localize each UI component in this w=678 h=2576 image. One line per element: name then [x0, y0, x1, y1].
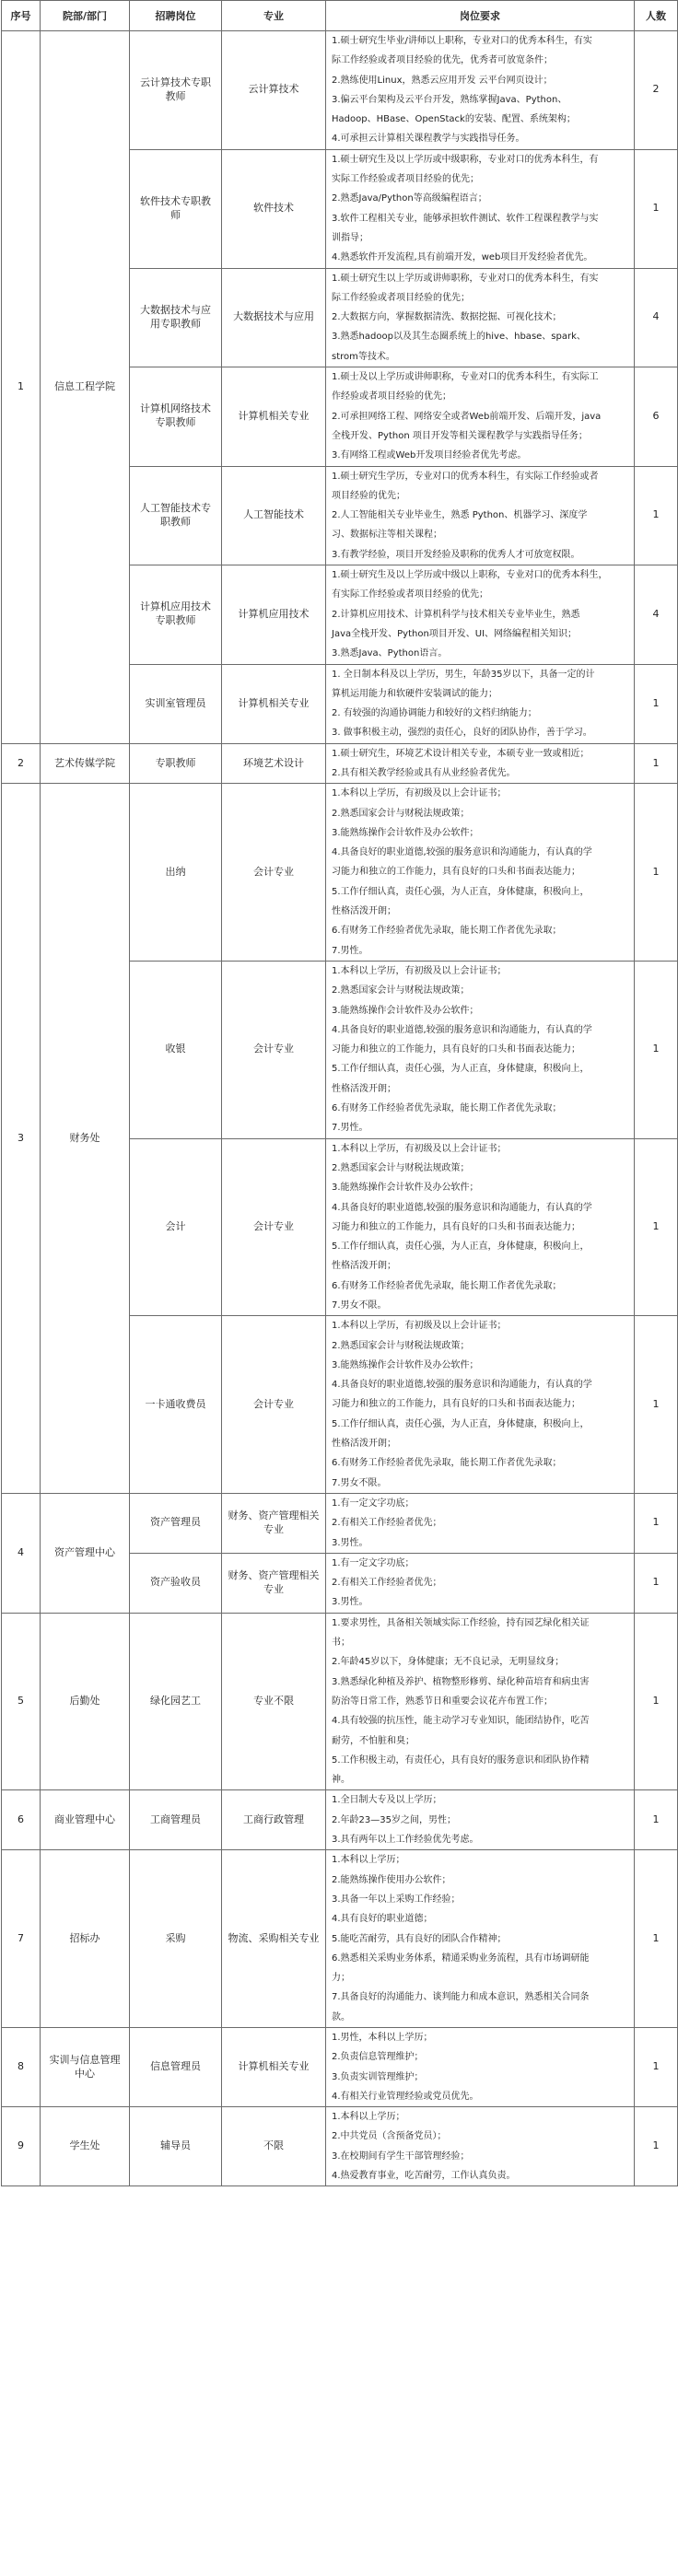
- position-title: 专职教师: [130, 743, 222, 784]
- requirement-line: 3.具备一年以上采购工作经验；: [332, 1894, 461, 1905]
- position-requirements: [326, 1553, 635, 1613]
- requirement-line: 4.热爱教育事业，吃苦耐劳，工作认真负责。: [332, 2171, 516, 2182]
- requirement-line: 1.本科以上学历，有初级及以上会计证书；: [332, 788, 507, 799]
- position-count: 1: [635, 1850, 678, 2028]
- position-requirements: [326, 2027, 635, 2106]
- requirement-line: 1.硕士研究生以上学历或讲师职称，专业对口的优秀本科生，有实: [332, 273, 599, 284]
- position-title: 云计算技术专职教师: [130, 31, 222, 150]
- requirement-line: 1.本科以上学历，有初级及以上会计证书；: [332, 1321, 507, 1332]
- header-department: 院部/部门: [41, 1, 130, 31]
- requirement-line: 2.熟悉Java/Python等高级编程语言；: [332, 193, 487, 204]
- position-count: 2: [635, 31, 678, 150]
- position-major: 云计算技术: [222, 31, 326, 150]
- position-major: 环境艺术设计: [222, 743, 326, 784]
- requirement-line: 习能力和独立的工作能力，具有良好的口头和书面表达能力；: [332, 867, 580, 878]
- requirement-line: 防治等日常工作，熟悉节日和重要会议花卉布置工作；: [332, 1696, 553, 1707]
- requirement-line: 1. 全日制本科及以上学历，男生，年龄35岁以下，具备一定的计: [332, 669, 595, 680]
- department-name: 实训与信息管理中心: [41, 2027, 130, 2106]
- requirement-line: 5.工作仔细认真，责任心强，为人正直，身体健康，积极向上，: [332, 1241, 590, 1253]
- position-requirements: [326, 784, 635, 962]
- requirement-line: 3.熟悉hadoop以及其生态圈系统上的hive、hbase、spark、: [332, 332, 586, 343]
- requirement-line: 3.能熟练操作会计软件及办公软件；: [332, 827, 479, 838]
- requirement-line: 5.工作仔细认真，责任心强，为人正直，身体健康，积极向上，: [332, 886, 590, 897]
- position-major: 财务、资产管理相关专业: [222, 1493, 326, 1553]
- position-requirements: [326, 565, 635, 664]
- position-major: 大数据技术与应用: [222, 268, 326, 367]
- position-major: 财务、资产管理相关专业: [222, 1553, 326, 1613]
- requirement-line: 1.硕士研究生毕业/讲师以上职称，专业对口的优秀本科生，有实: [332, 36, 592, 46]
- position-count: 1: [635, 2107, 678, 2186]
- requirement-line: 3.熟悉Java、Python语言。: [332, 648, 448, 659]
- position-count: 1: [635, 1316, 678, 1494]
- department-name: 招标办: [41, 1850, 130, 2028]
- requirement-line: 1.硕士研究生及以上学历或中级以上职称，专业对口的优秀本科生，: [332, 570, 608, 581]
- requirement-line: 3. 做事积极主动，强烈的责任心，良好的团队协作，善于学习。: [332, 728, 592, 739]
- department-name: 资产管理中心: [41, 1493, 130, 1613]
- position-count: 1: [635, 961, 678, 1138]
- requirement-line: 2. 有较强的沟通协调能力和较好的文档归纳能力；: [332, 708, 537, 719]
- position-title: 人工智能技术专职教师: [130, 466, 222, 565]
- table-row: [2, 1613, 678, 1790]
- position-count: 1: [635, 664, 678, 743]
- requirement-line: 7.男女不限。: [332, 1300, 387, 1311]
- row-number: 4: [2, 1493, 41, 1613]
- position-major: 计算机相关专业: [222, 664, 326, 743]
- requirement-line: 6.熟悉相关采购业务体系，精通采购业务流程，具有市场调研能: [332, 1952, 590, 1964]
- position-requirements: [326, 664, 635, 743]
- requirement-line: 4.熟悉软件开发流程,具有前端开发，web项目开发经验者优先。: [332, 252, 593, 263]
- requirement-line: 3.软件工程相关专业，能够承担软件测试、软件工程课程教学与实: [332, 213, 599, 224]
- requirement-line: 3.在校期间有学生干部管理经验；: [332, 2151, 470, 2162]
- requirement-line: 际工作经验或者项目经验的优先；: [332, 292, 470, 303]
- position-count: 1: [635, 149, 678, 268]
- requirement-line: 1.本科以上学历，有初级及以上会计证书；: [332, 1143, 507, 1154]
- position-requirements: [326, 1316, 635, 1494]
- row-number: 5: [2, 1613, 41, 1790]
- header-position: 招聘岗位: [130, 1, 222, 31]
- requirement-line: 2.有相关工作经验者优先；: [332, 1578, 442, 1589]
- requirement-line: 有实际工作经验或者项目经验的优先；: [332, 589, 488, 600]
- position-requirements: [326, 367, 635, 466]
- position-count: 6: [635, 367, 678, 466]
- requirement-line: 训指导；: [332, 232, 368, 243]
- requirement-line: 6.有财务工作经验者优先录取，能长期工作者优先录取；: [332, 1103, 562, 1114]
- position-requirements: [326, 743, 635, 784]
- requirement-line: 1.要求男性，具备相关领域实际工作经验，持有园艺绿化相关证: [332, 1617, 590, 1628]
- header-count: 人数: [635, 1, 678, 31]
- table-row: [2, 784, 678, 962]
- table-row: [2, 1790, 678, 1850]
- requirement-line: 2.具有相关教学经验或具有从业经验者优先。: [332, 767, 516, 778]
- requirement-line: 7.具备良好的沟通能力、谈判能力和成本意识，熟悉相关合同条: [332, 1992, 590, 2003]
- requirement-line: 耐劳，不怕脏和臭；: [332, 1735, 415, 1746]
- position-title: 信息管理员: [130, 2027, 222, 2106]
- requirement-line: 7.男女不限。: [332, 1477, 387, 1488]
- requirement-line: 习、数据标注等相关课程；: [332, 530, 442, 541]
- requirement-line: 6.有财务工作经验者优先录取，能长期工作者优先录取；: [332, 926, 562, 937]
- position-title: 软件技术专职教师: [130, 149, 222, 268]
- requirement-line: 3.能熟练操作会计软件及办公软件；: [332, 1005, 479, 1016]
- position-title: 收银: [130, 961, 222, 1138]
- position-title: 计算机应用技术专职教师: [130, 565, 222, 664]
- requirement-line: 3.具有两年以上工作经验优先考虑。: [332, 1835, 479, 1846]
- position-count: 1: [635, 784, 678, 962]
- requirement-line: 1.有一定文字功底；: [332, 1557, 415, 1568]
- requirement-line: 2.能熟练操作使用办公软件；: [332, 1874, 451, 1885]
- position-requirements: [326, 1493, 635, 1553]
- requirement-line: 1.硕士研究生，环境艺术设计相关专业，本硕专业一致或相近；: [332, 748, 590, 759]
- requirement-line: 2.负责信息管理维护；: [332, 2052, 424, 2063]
- recruitment-table: [1, 0, 678, 2186]
- header-no: 序号: [2, 1, 41, 31]
- requirement-line: 7.男性。: [332, 1123, 368, 1134]
- table-body: [2, 31, 678, 2186]
- requirement-line: 3.有网络工程或Web开发项目经验者优先考虑。: [332, 450, 527, 461]
- department-name: 商业管理中心: [41, 1790, 130, 1850]
- requirement-line: 7.男性。: [332, 945, 368, 956]
- requirement-line: 1.硕士研究生学历，专业对口的优秀本科生，有实际工作经验或者: [332, 471, 599, 482]
- requirement-line: 书；: [332, 1638, 350, 1649]
- position-title: 一卡通收费员: [130, 1316, 222, 1494]
- requirement-line: 1.全日制大专及以上学历；: [332, 1795, 442, 1806]
- table-row: [2, 1493, 678, 1553]
- requirement-line: 3.男性。: [332, 1537, 368, 1548]
- requirement-line: 2.熟悉国家会计与财税法规政策；: [332, 985, 470, 997]
- requirement-line: 1.男性，本科以上学历；: [332, 2032, 433, 2043]
- position-count: 1: [635, 1493, 678, 1553]
- position-major: 专业不限: [222, 1613, 326, 1790]
- requirement-line: 3.能熟练操作会计软件及办公软件；: [332, 1183, 479, 1194]
- requirement-line: 2.年龄45岁以下，身体健康；无不良记录，无明显纹身；: [332, 1657, 565, 1668]
- position-count: 1: [635, 1553, 678, 1613]
- table-row: [2, 743, 678, 784]
- row-number: 9: [2, 2107, 41, 2186]
- requirement-line: 3.男性。: [332, 1597, 368, 1608]
- position-title: 会计: [130, 1138, 222, 1316]
- requirement-line: strom等技术。: [332, 351, 395, 362]
- position-count: 1: [635, 1613, 678, 1790]
- position-major: 不限: [222, 2107, 326, 2186]
- position-title: 资产验收员: [130, 1553, 222, 1613]
- requirement-line: 作经验或者项目经验的优先；: [332, 391, 451, 402]
- requirement-line: 力；: [332, 1973, 350, 1984]
- position-major: 计算机相关专业: [222, 2027, 326, 2106]
- requirement-line: 4.具备良好的职业道德,较强的服务意识和沟通能力，有认真的学: [332, 1202, 592, 1213]
- requirement-line: 实际工作经验或者项目经验的优先；: [332, 174, 479, 185]
- requirement-line: 2.可承担网络工程、网络安全或者Web前端开发、后端开发，java: [332, 411, 602, 422]
- row-number: 7: [2, 1850, 41, 2028]
- requirement-line: 习能力和独立的工作能力，具有良好的口头和书面表达能力；: [332, 1221, 580, 1232]
- requirement-line: 性格活泼开朗；: [332, 1439, 396, 1450]
- requirement-line: 4.具备良好的职业道德,较强的服务意识和沟通能力，有认真的学: [332, 847, 592, 858]
- position-major: 人工智能技术: [222, 466, 326, 565]
- requirement-line: Java全栈开发、Python项目开发、UI、网络编程相关知识；: [332, 628, 578, 639]
- requirement-line: 性格活泼开朗；: [332, 1083, 396, 1094]
- requirement-line: 2.熟练使用Linux，熟悉云应用开发 云平台网页设计；: [332, 75, 553, 86]
- requirement-line: 2.年龄23—35岁之间，男性；: [332, 1814, 456, 1825]
- requirement-line: 4.可承担云计算相关课程教学与实践指导任务。: [332, 134, 525, 145]
- requirement-line: 4.具备良好的职业道德,较强的服务意识和沟通能力，有认真的学: [332, 1024, 592, 1035]
- position-title: 工商管理员: [130, 1790, 222, 1850]
- position-title: 计算机网络技术专职教师: [130, 367, 222, 466]
- requirement-line: 性格活泼开朗；: [332, 906, 396, 917]
- position-requirements: [326, 1613, 635, 1790]
- position-requirements: [326, 1138, 635, 1316]
- department-name: 信息工程学院: [41, 31, 130, 744]
- table-row: [2, 2107, 678, 2186]
- requirement-line: 项目经验的优先；: [332, 490, 405, 501]
- position-requirements: [326, 1790, 635, 1850]
- position-count: 1: [635, 466, 678, 565]
- requirement-line: 神。: [332, 1775, 350, 1786]
- requirement-line: 1.本科以上学历；: [332, 1855, 405, 1866]
- position-major: 软件技术: [222, 149, 326, 268]
- requirement-line: 3.有教学经验，项目开发经验及职称的优秀人才可放宽权限。: [332, 549, 580, 560]
- requirement-line: 6.有财务工作经验者优先录取，能长期工作者优先录取；: [332, 1458, 562, 1469]
- requirement-line: 2.人工智能相关专业毕业生，熟悉 Python、机器学习、深度学: [332, 510, 588, 521]
- position-requirements: [326, 268, 635, 367]
- requirement-line: 习能力和独立的工作能力，具有良好的口头和书面表达能力；: [332, 1399, 580, 1410]
- position-count: 1: [635, 1138, 678, 1316]
- requirement-line: 5.工作仔细认真，责任心强，为人正直，身体健康，积极向上，: [332, 1064, 590, 1075]
- position-major: 会计专业: [222, 784, 326, 962]
- requirement-line: 3.偏云平台架构及云平台开发，熟练掌握Java、Python、: [332, 94, 567, 105]
- table-row: [2, 2027, 678, 2106]
- department-name: 艺术传媒学院: [41, 743, 130, 784]
- position-major: 会计专业: [222, 1316, 326, 1494]
- position-requirements: [326, 149, 635, 268]
- requirement-line: 际工作经验或者项目经验的优先，优秀者可放宽条件；: [332, 55, 553, 66]
- position-title: 资产管理员: [130, 1493, 222, 1553]
- row-number: 1: [2, 31, 41, 744]
- requirement-line: 6.有财务工作经验者优先录取，能长期工作者优先录取；: [332, 1280, 562, 1291]
- requirement-line: 1.本科以上学历，有初级及以上会计证书；: [332, 965, 507, 976]
- position-count: 1: [635, 1790, 678, 1850]
- requirement-line: 款。: [332, 2011, 350, 2022]
- position-requirements: [326, 1850, 635, 2028]
- requirement-line: 5.工作仔细认真，责任心强，为人正直，身体健康，积极向上，: [332, 1418, 590, 1429]
- requirement-line: 3.熟悉绿化种植及养护、植物整形修剪、绿化种苗培育和病虫害: [332, 1676, 590, 1687]
- requirement-line: 性格活泼开朗；: [332, 1261, 396, 1272]
- position-title: 大数据技术与应用专职教师: [130, 268, 222, 367]
- requirement-line: 2.熟悉国家会计与财税法规政策；: [332, 1162, 470, 1173]
- position-count: 1: [635, 743, 678, 784]
- requirement-line: 4.具备良好的职业道德,较强的服务意识和沟通能力，有认真的学: [332, 1380, 592, 1391]
- requirement-line: 3.负责实训管理维护；: [332, 2071, 424, 2082]
- position-requirements: [326, 31, 635, 150]
- position-requirements: [326, 961, 635, 1138]
- requirement-line: 5.工作积极主动，有责任心，具有良好的服务意识和团队协作精: [332, 1754, 590, 1766]
- table-row: [2, 31, 678, 150]
- requirement-line: 习能力和独立的工作能力，具有良好的口头和书面表达能力；: [332, 1044, 580, 1055]
- requirement-line: 算机运用能力和软硬件安装调试的能力；: [332, 688, 497, 699]
- department-name: 后勤处: [41, 1613, 130, 1790]
- row-number: 3: [2, 784, 41, 1494]
- position-requirements: [326, 2107, 635, 2186]
- requirement-line: 2.计算机应用技术、计算机科学与技术相关专业毕业生，熟悉: [332, 609, 580, 620]
- position-major: 会计专业: [222, 961, 326, 1138]
- requirement-line: 2.中共党员（含预备党员）；: [332, 2131, 447, 2142]
- table-header-row: [2, 1, 678, 31]
- requirement-line: 全栈开发、Python 项目开发等相关课程教学与实践指导任务；: [332, 430, 588, 441]
- requirement-line: 5.能吃苦耐劳，具有良好的团队合作精神；: [332, 1933, 507, 1944]
- header-major: 专业: [222, 1, 326, 31]
- requirement-line: 2.熟悉国家会计与财税法规政策；: [332, 808, 470, 819]
- requirement-line: 4.有相关行业管理经验或党员优先。: [332, 2091, 479, 2102]
- requirement-line: 2.熟悉国家会计与财税法规政策；: [332, 1340, 470, 1351]
- position-major: 工商行政管理: [222, 1790, 326, 1850]
- position-title: 采购: [130, 1850, 222, 2028]
- position-count: 1: [635, 2027, 678, 2106]
- position-major: 计算机应用技术: [222, 565, 326, 664]
- header-requirements: 岗位要求: [326, 1, 635, 31]
- requirement-line: 2.大数据方向，掌握数据清洗、数据挖掘、可视化技术；: [332, 312, 562, 323]
- position-title: 实训室管理员: [130, 664, 222, 743]
- row-number: 2: [2, 743, 41, 784]
- position-title: 出纳: [130, 784, 222, 962]
- position-title: 绿化园艺工: [130, 1613, 222, 1790]
- requirement-line: 1.硕士及以上学历或讲师职称，专业对口的优秀本科生，有实际工: [332, 372, 599, 383]
- requirement-line: 1.有一定文字功底；: [332, 1498, 415, 1509]
- position-count: 4: [635, 565, 678, 664]
- requirement-line: 3.能熟练操作会计软件及办公软件；: [332, 1359, 479, 1370]
- requirement-line: 1.本科以上学历；: [332, 2112, 405, 2123]
- position-title: 辅导员: [130, 2107, 222, 2186]
- department-name: 学生处: [41, 2107, 130, 2186]
- position-major: 计算机相关专业: [222, 367, 326, 466]
- requirement-line: 4.具有良好的职业道德；: [332, 1914, 433, 1925]
- requirement-line: 2.有相关工作经验者优先；: [332, 1518, 442, 1529]
- table-row: [2, 1850, 678, 2028]
- department-name: 财务处: [41, 784, 130, 1494]
- requirement-line: 1.硕士研究生及以上学历或中级职称，专业对口的优秀本科生，有: [332, 154, 599, 165]
- position-requirements: [326, 466, 635, 565]
- requirement-line: Hadoop、HBase、OpenStack的安装、配置、系统架构；: [332, 114, 576, 125]
- position-major: 会计专业: [222, 1138, 326, 1316]
- row-number: 6: [2, 1790, 41, 1850]
- row-number: 8: [2, 2027, 41, 2106]
- position-count: 4: [635, 268, 678, 367]
- position-major: 物流、采购相关专业: [222, 1850, 326, 2028]
- requirement-line: 4.具有较强的抗压性，能主动学习专业知识，能团结协作，吃苦: [332, 1716, 590, 1727]
